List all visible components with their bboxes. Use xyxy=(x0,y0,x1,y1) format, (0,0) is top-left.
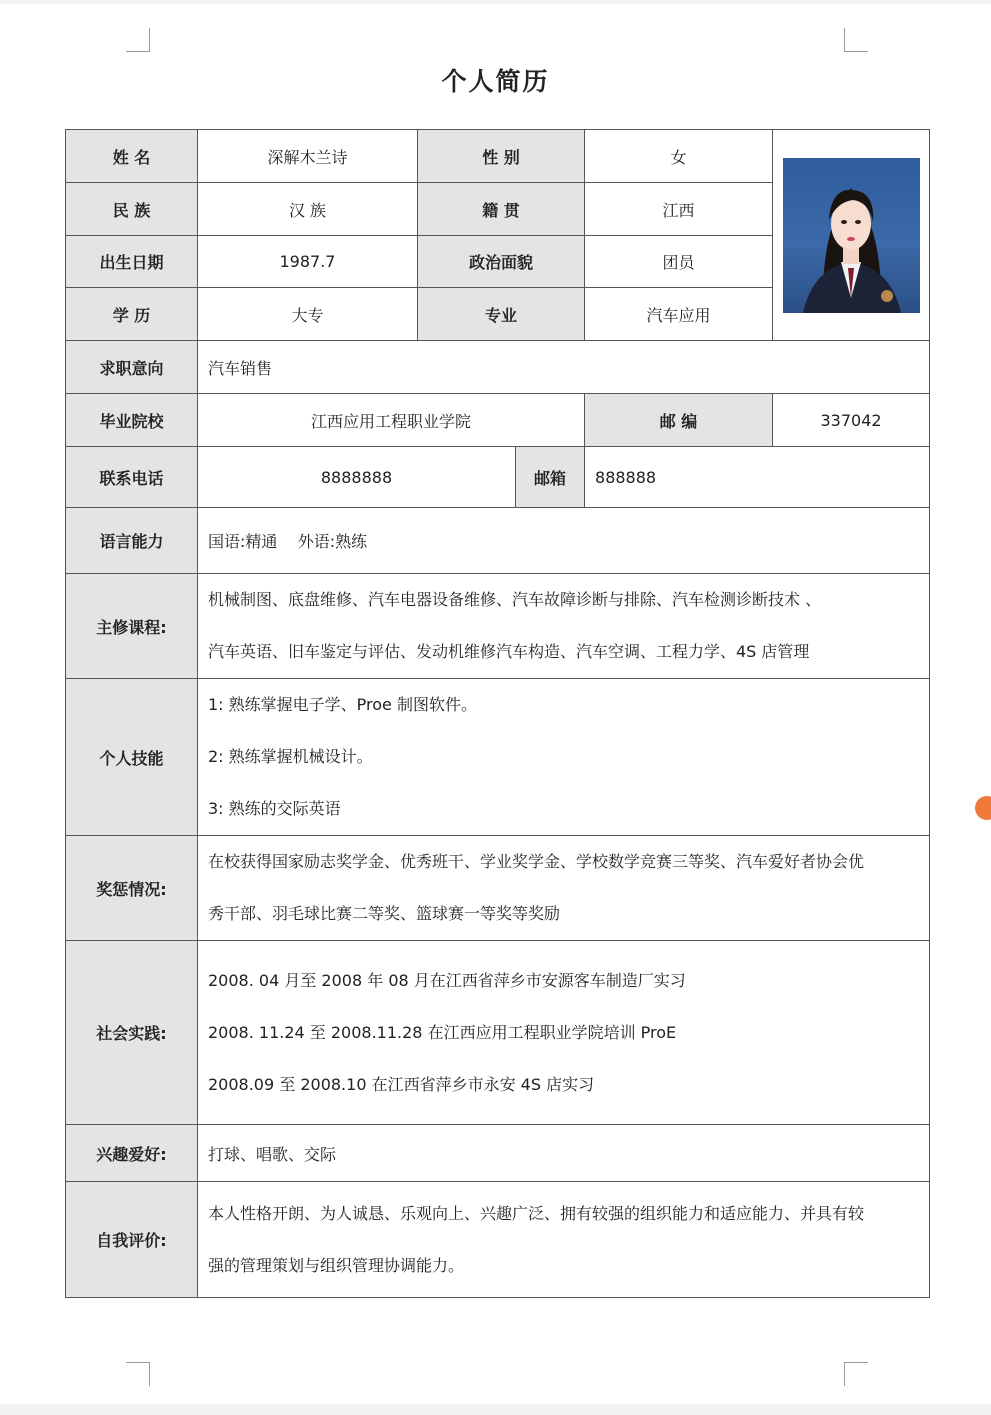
zip-label: 邮 编 xyxy=(585,394,773,447)
practice-line: 2008. 11.24 至 2008.11.28 在江西应用工程职业学院培训 ProE xyxy=(208,1022,677,1042)
education-label: 学 历 xyxy=(66,288,198,341)
courses-line: 机械制图、底盘维修、汽车电器设备维修、汽车故障诊断与排除、汽车检测诊断技术 、 xyxy=(208,590,822,609)
hobbies-value[interactable]: 打球、唱歌、交际 xyxy=(198,1125,930,1182)
crop-mark-bottom-left xyxy=(126,1362,150,1386)
objective-value[interactable]: 汽车销售 xyxy=(198,341,930,394)
self-eval-line: 强的管理策划与组织管理协调能力。 xyxy=(208,1255,465,1275)
politics-label: 政治面貌 xyxy=(418,236,585,288)
awards-line: 秀干部、羽毛球比赛二等奖、篮球赛一等奖等奖励 xyxy=(208,904,561,923)
awards-value[interactable] xyxy=(198,836,930,941)
skills-value[interactable] xyxy=(198,679,930,836)
phone-value[interactable]: 8888888 xyxy=(198,447,516,508)
email-label: 邮箱 xyxy=(516,447,585,508)
gender-label: 性 别 xyxy=(418,130,585,183)
skills-line: 2: 熟练掌握机械设计。 xyxy=(208,747,373,766)
portrait-image xyxy=(783,158,920,313)
politics-value[interactable]: 团员 xyxy=(585,236,773,288)
practice-line: 2008.09 至 2008.10 在江西省萍乡市永安 4S 店实习 xyxy=(208,1074,595,1094)
language-value[interactable]: 国语:精通 外语:熟练 xyxy=(198,508,930,574)
school-label: 毕业院校 xyxy=(66,394,198,447)
photo-cell xyxy=(773,130,930,341)
skills-line: 3: 熟练的交际英语 xyxy=(208,799,341,818)
self-eval-value[interactable] xyxy=(198,1182,930,1298)
major-label: 专业 xyxy=(418,288,585,341)
resume-table xyxy=(65,129,930,1298)
courses-value[interactable] xyxy=(198,574,930,679)
courses-label: 主修课程: xyxy=(66,574,198,679)
practice-label: 社会实践: xyxy=(66,941,198,1125)
awards-label: 奖惩情况: xyxy=(66,836,198,941)
awards-line: 在校获得国家励志奖学金、优秀班干、学业奖学金、学校数学竞赛三等奖、汽车爱好者协会优 xyxy=(208,852,865,871)
birth-value[interactable]: 1987.7 xyxy=(198,236,418,288)
courses-line: 汽车英语、旧车鉴定与评估、发动机维修汽车构造、汽车空调、工程力学、4S 店管理 xyxy=(208,642,810,661)
self-eval-line: 本人性格开朗、为人诚恳、乐观向上、兴趣广泛、拥有较强的组织能力和适应能力、并具有较 xyxy=(208,1203,865,1223)
crop-mark-bottom-right xyxy=(844,1362,868,1386)
self-eval-label: 自我评价: xyxy=(66,1182,198,1298)
origin-value[interactable]: 江西 xyxy=(585,183,773,236)
education-value[interactable]: 大专 xyxy=(198,288,418,341)
gender-value[interactable]: 女 xyxy=(585,130,773,183)
objective-label: 求职意向 xyxy=(66,341,198,394)
crop-mark-top-left xyxy=(126,28,150,52)
hobbies-label: 兴趣爱好: xyxy=(66,1125,198,1182)
skills-line: 1: 熟练掌握电子学、Proe 制图软件。 xyxy=(208,695,477,714)
skills-label: 个人技能 xyxy=(66,679,198,836)
practice-value[interactable] xyxy=(198,941,930,1125)
ethnicity-value[interactable]: 汉 族 xyxy=(198,183,418,236)
school-value[interactable]: 江西应用工程职业学院 xyxy=(198,394,585,447)
practice-line: 2008. 04 月至 2008 年 08 月在江西省萍乡市安源客车制造厂实习 xyxy=(208,970,686,990)
name-label: 姓 名 xyxy=(66,130,198,183)
crop-mark-top-right xyxy=(844,28,868,52)
ethnicity-label: 民 族 xyxy=(66,183,198,236)
major-value[interactable]: 汽车应用 xyxy=(585,288,773,341)
profile-photo[interactable] xyxy=(783,158,920,313)
origin-label: 籍 贯 xyxy=(418,183,585,236)
phone-label: 联系电话 xyxy=(66,447,198,508)
page-title: 个人简历 xyxy=(441,67,550,96)
zip-value[interactable]: 337042 xyxy=(773,394,930,447)
birth-label: 出生日期 xyxy=(66,236,198,288)
email-value[interactable]: 888888 xyxy=(585,447,930,508)
name-value[interactable]: 深解木兰诗 xyxy=(198,130,418,183)
language-label: 语言能力 xyxy=(66,508,198,574)
